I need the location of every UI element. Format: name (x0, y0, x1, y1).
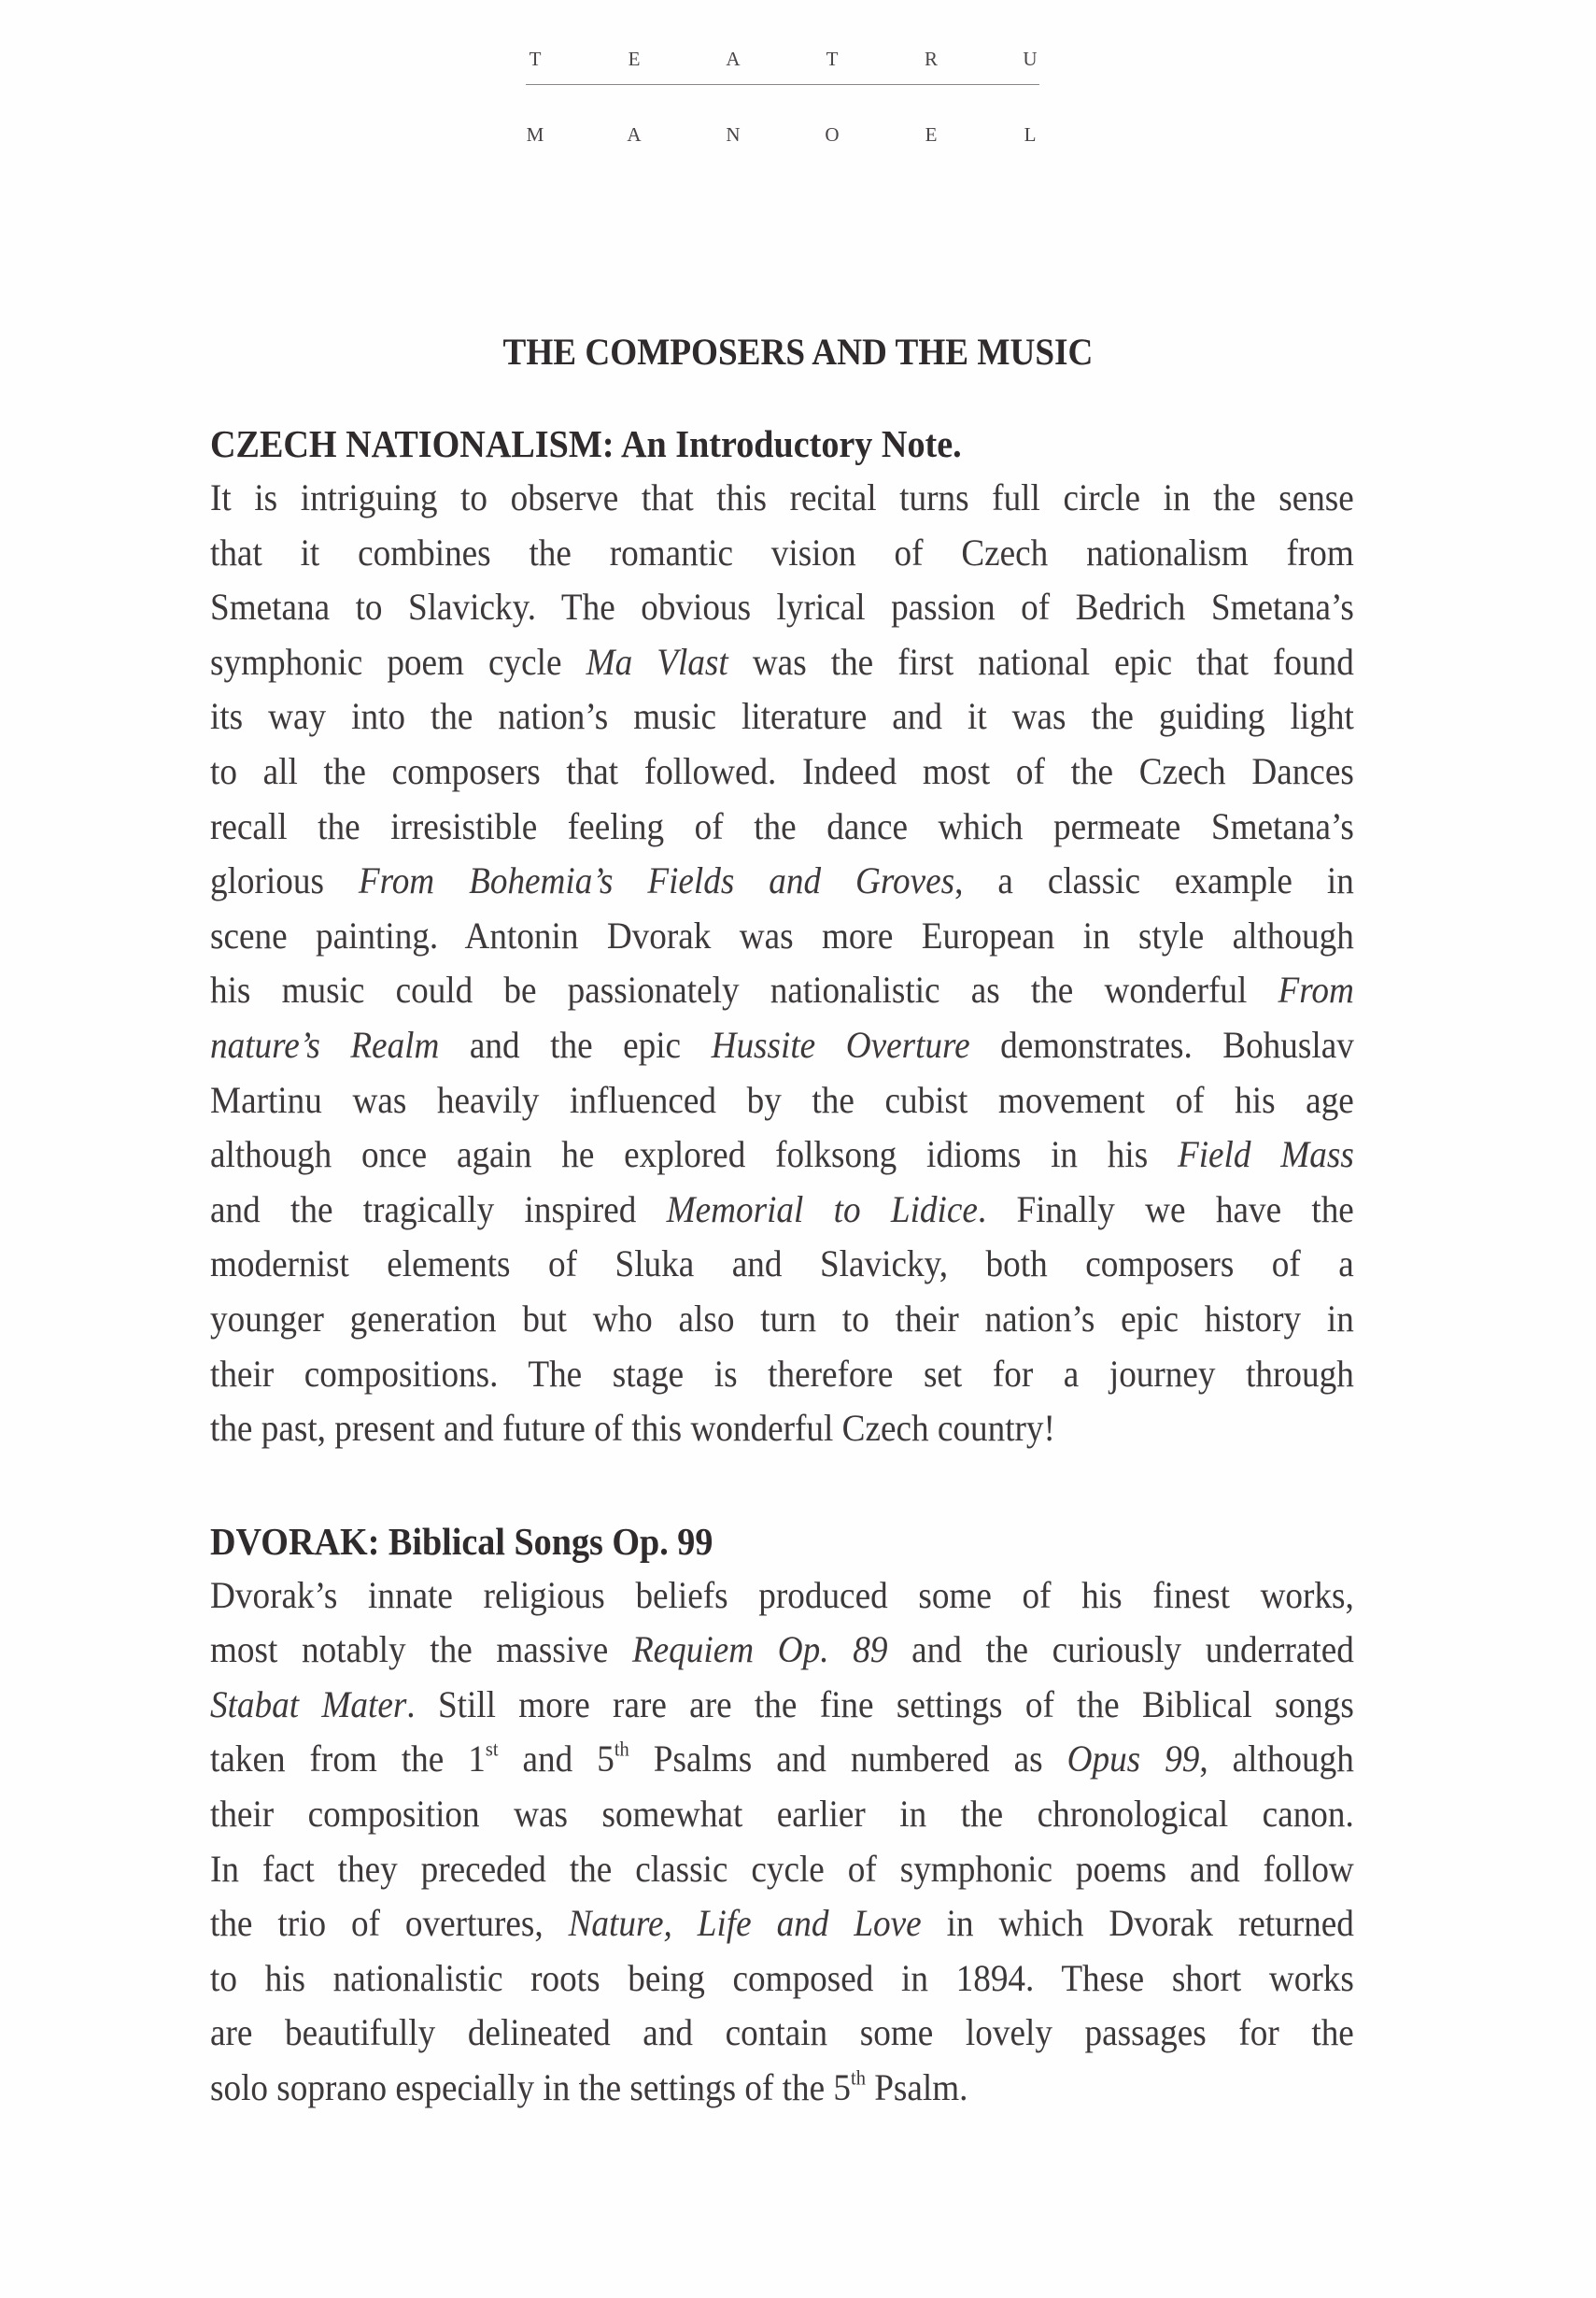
text-run: and the epic (439, 1023, 712, 1066)
text-run: Psalms and numbered as (629, 1738, 1067, 1780)
masthead-letter: R (924, 48, 938, 70)
italic-title: Hussite Overture (711, 1023, 970, 1066)
paragraph-line-text (210, 1401, 1354, 1456)
paragraph-line (210, 1183, 1354, 1238)
paragraph-line-text (210, 1678, 1354, 1733)
paragraph-line-text (210, 909, 1354, 964)
paragraph-line-text (210, 1842, 1354, 1897)
text-run: and 5 (498, 1738, 614, 1780)
paragraph-line-text (210, 471, 1354, 526)
paragraph-line (210, 1951, 1354, 2007)
paragraph-line (210, 2061, 1354, 2116)
italic-title: Ma Vlast (586, 640, 728, 683)
text-run: recall the irresistible feeling of the dance which permeate Smetana’s (210, 804, 1354, 847)
ordinal-suffix: th (614, 1737, 629, 1761)
paragraph-line-text (210, 1732, 1354, 1787)
text-run: to his nationalistic roots being composed in 1894. These short works (210, 1956, 1354, 1999)
text-run: , a classic example in (954, 859, 1354, 902)
masthead-divider (526, 84, 1039, 85)
masthead-letter: M (526, 123, 544, 146)
paragraph-line (210, 1568, 1354, 1624)
paragraph-line-text (210, 1237, 1354, 1292)
paragraph-line (210, 1073, 1354, 1128)
paragraph-line (210, 1347, 1354, 1402)
section-heading (210, 417, 1354, 471)
article-section (210, 1514, 1354, 2116)
paragraph-line (210, 963, 1354, 1018)
paragraph-line (210, 526, 1354, 581)
text-run: to all the composers that followed. Indeed most of the Czech Dances (210, 749, 1354, 792)
paragraph-line-text (210, 1128, 1354, 1183)
paragraph-line (210, 1732, 1354, 1787)
ordinal-suffix: th (851, 2065, 866, 2090)
paragraph-line (210, 635, 1354, 690)
italic-title: Stabat Mater (210, 1682, 407, 1725)
masthead-letter: T (826, 48, 839, 70)
text-run: most notably the massive (210, 1628, 632, 1671)
italic-title: Field Mass (1177, 1133, 1354, 1176)
paragraph-line-text (210, 1568, 1354, 1624)
text-run: and the tragically inspired (210, 1187, 667, 1230)
text-run: that it combines the romantic vision of Czech nationalism from (210, 531, 1354, 574)
masthead-line-teatru (526, 47, 1039, 71)
paragraph-line (210, 1787, 1354, 1842)
article-section (210, 417, 1354, 1456)
text-run: younger generation but who also turn to their nation’s epic history in (210, 1297, 1354, 1340)
text-run: its way into the nation’s music literature and it was the guiding light (210, 695, 1354, 738)
text-run: Psalm. (865, 2066, 968, 2109)
text-run: solo soprano especially in the settings of the 5 (210, 2066, 852, 2109)
text-run: and the curiously underrated (887, 1628, 1354, 1671)
masthead-letter: A (726, 48, 741, 70)
text-run: It is intriguing to observe that this recital turns full circle in the sense (210, 476, 1354, 518)
paragraph-line (210, 909, 1354, 964)
text-run: their composition was somewhat earlier in the chronological canon. (210, 1793, 1354, 1836)
paragraph-line (210, 854, 1354, 909)
text-run: Dvorak’s innate religious beliefs produced some of his finest works, (210, 1573, 1354, 1616)
paragraph-line-text (210, 1951, 1354, 2007)
paragraph-line (210, 1896, 1354, 1951)
paragraph-line-text (210, 854, 1354, 909)
masthead-letter: O (825, 123, 840, 146)
text-run: are beautifully delineated and contain some lovely passages for the (210, 2011, 1354, 2054)
paragraph-line (210, 1678, 1354, 1733)
masthead-logo (526, 47, 1039, 147)
section-heading-text: DVORAK: Biblical Songs Op. 99 (210, 1519, 713, 1563)
masthead-line-manoel (526, 122, 1039, 147)
italic-title: Nature, Life and Love (568, 1902, 922, 1945)
ordinal-suffix: st (485, 1737, 499, 1761)
masthead-letter: U (1023, 48, 1038, 70)
italic-title: Memorial to Lidice (666, 1187, 978, 1230)
paragraph-line-text (210, 2006, 1354, 2061)
paragraph-line-text (210, 526, 1354, 581)
italic-title: nature’s Realm (210, 1023, 440, 1066)
text-run: was the first national epic that found (727, 640, 1354, 683)
paragraph-line (210, 1292, 1354, 1347)
section-heading-text: CZECH NATIONALISM: An Introductory Note. (210, 422, 962, 465)
paragraph-line-text (210, 745, 1354, 800)
page-title: THE COMPOSERS AND THE MUSIC (502, 330, 1094, 373)
paragraph-line-text (210, 1292, 1354, 1347)
paragraph-line-text (210, 1018, 1354, 1073)
masthead-letter: E (925, 123, 938, 146)
paragraph-line-text (210, 1183, 1354, 1238)
paragraph-line (210, 1018, 1354, 1073)
paragraph-line (210, 1842, 1354, 1897)
text-run: Smetana to Slavicky. The obvious lyrical passion of Bedrich Smetana’s (210, 586, 1354, 629)
paragraph-line (210, 2006, 1354, 2061)
italic-title: Requiem Op. 89 (631, 1628, 888, 1671)
italic-title: Opus 99 (1066, 1738, 1200, 1780)
masthead-letter: T (529, 48, 542, 70)
paragraph-line (210, 800, 1354, 855)
text-run: . Still more rare are the fine settings of the Biblical songs (406, 1682, 1354, 1725)
paragraph-line (210, 471, 1354, 526)
text-run: in which Dvorak returned (921, 1902, 1354, 1945)
text-run: symphonic poem cycle (210, 640, 586, 683)
text-run: In fact they preceded the classic cycle of symphonic poems and follow (210, 1847, 1354, 1890)
text-run: modernist elements of Sluka and Slavicky, both composers of a (210, 1242, 1354, 1285)
paragraph-line-text (210, 800, 1354, 855)
paragraph-line (210, 1401, 1354, 1456)
section-heading (210, 1514, 1354, 1568)
article-body (210, 417, 1354, 2116)
paragraph-line (210, 745, 1354, 800)
paragraph-line (210, 1623, 1354, 1678)
text-run: glorious (210, 859, 359, 902)
text-run: the past, present and future of this wonderful Czech country! (210, 1407, 1055, 1450)
paragraph-line-text (210, 1623, 1354, 1678)
text-run: , although (1199, 1738, 1354, 1780)
text-run: their compositions. The stage is therefore set for a journey through (210, 1352, 1354, 1395)
paragraph-line-text (210, 2061, 1354, 2116)
italic-title: From (1278, 969, 1354, 1012)
masthead-letter: N (726, 123, 741, 146)
paragraph-line (210, 1237, 1354, 1292)
paragraph-line-text (210, 963, 1354, 1018)
paragraph-line-text (210, 580, 1354, 635)
paragraph-line (210, 689, 1354, 745)
text-run: demonstrates. Bohuslav (969, 1023, 1354, 1066)
text-run: Martinu was heavily influenced by the cubist movement of his age (210, 1078, 1354, 1121)
masthead-letter: E (628, 48, 641, 70)
paragraph-line-text (210, 1073, 1354, 1128)
paragraph-line-text (210, 1896, 1354, 1951)
paragraph-line-text (210, 689, 1354, 745)
masthead-letter: A (627, 123, 642, 146)
text-run: the trio of overtures, (210, 1902, 569, 1945)
paragraph-line-text (210, 1347, 1354, 1402)
paragraph-line-text (210, 635, 1354, 690)
paragraph-line-text (210, 1787, 1354, 1842)
text-run: . Finally we have the (977, 1187, 1354, 1230)
italic-title: From Bohemia’s Fields and Groves (358, 859, 955, 902)
paragraph-line (210, 580, 1354, 635)
text-run: scene painting. Antonin Dvorak was more European in style although (210, 914, 1354, 957)
paragraph-line (210, 1128, 1354, 1183)
masthead-letter: L (1024, 123, 1037, 146)
section-spacer (210, 1456, 1354, 1514)
text-run: although once again he explored folksong idioms in his (210, 1133, 1178, 1176)
text-run: taken from the 1 (210, 1738, 486, 1780)
text-run: his music could be passionately nationalistic as the wonderful (210, 969, 1278, 1012)
